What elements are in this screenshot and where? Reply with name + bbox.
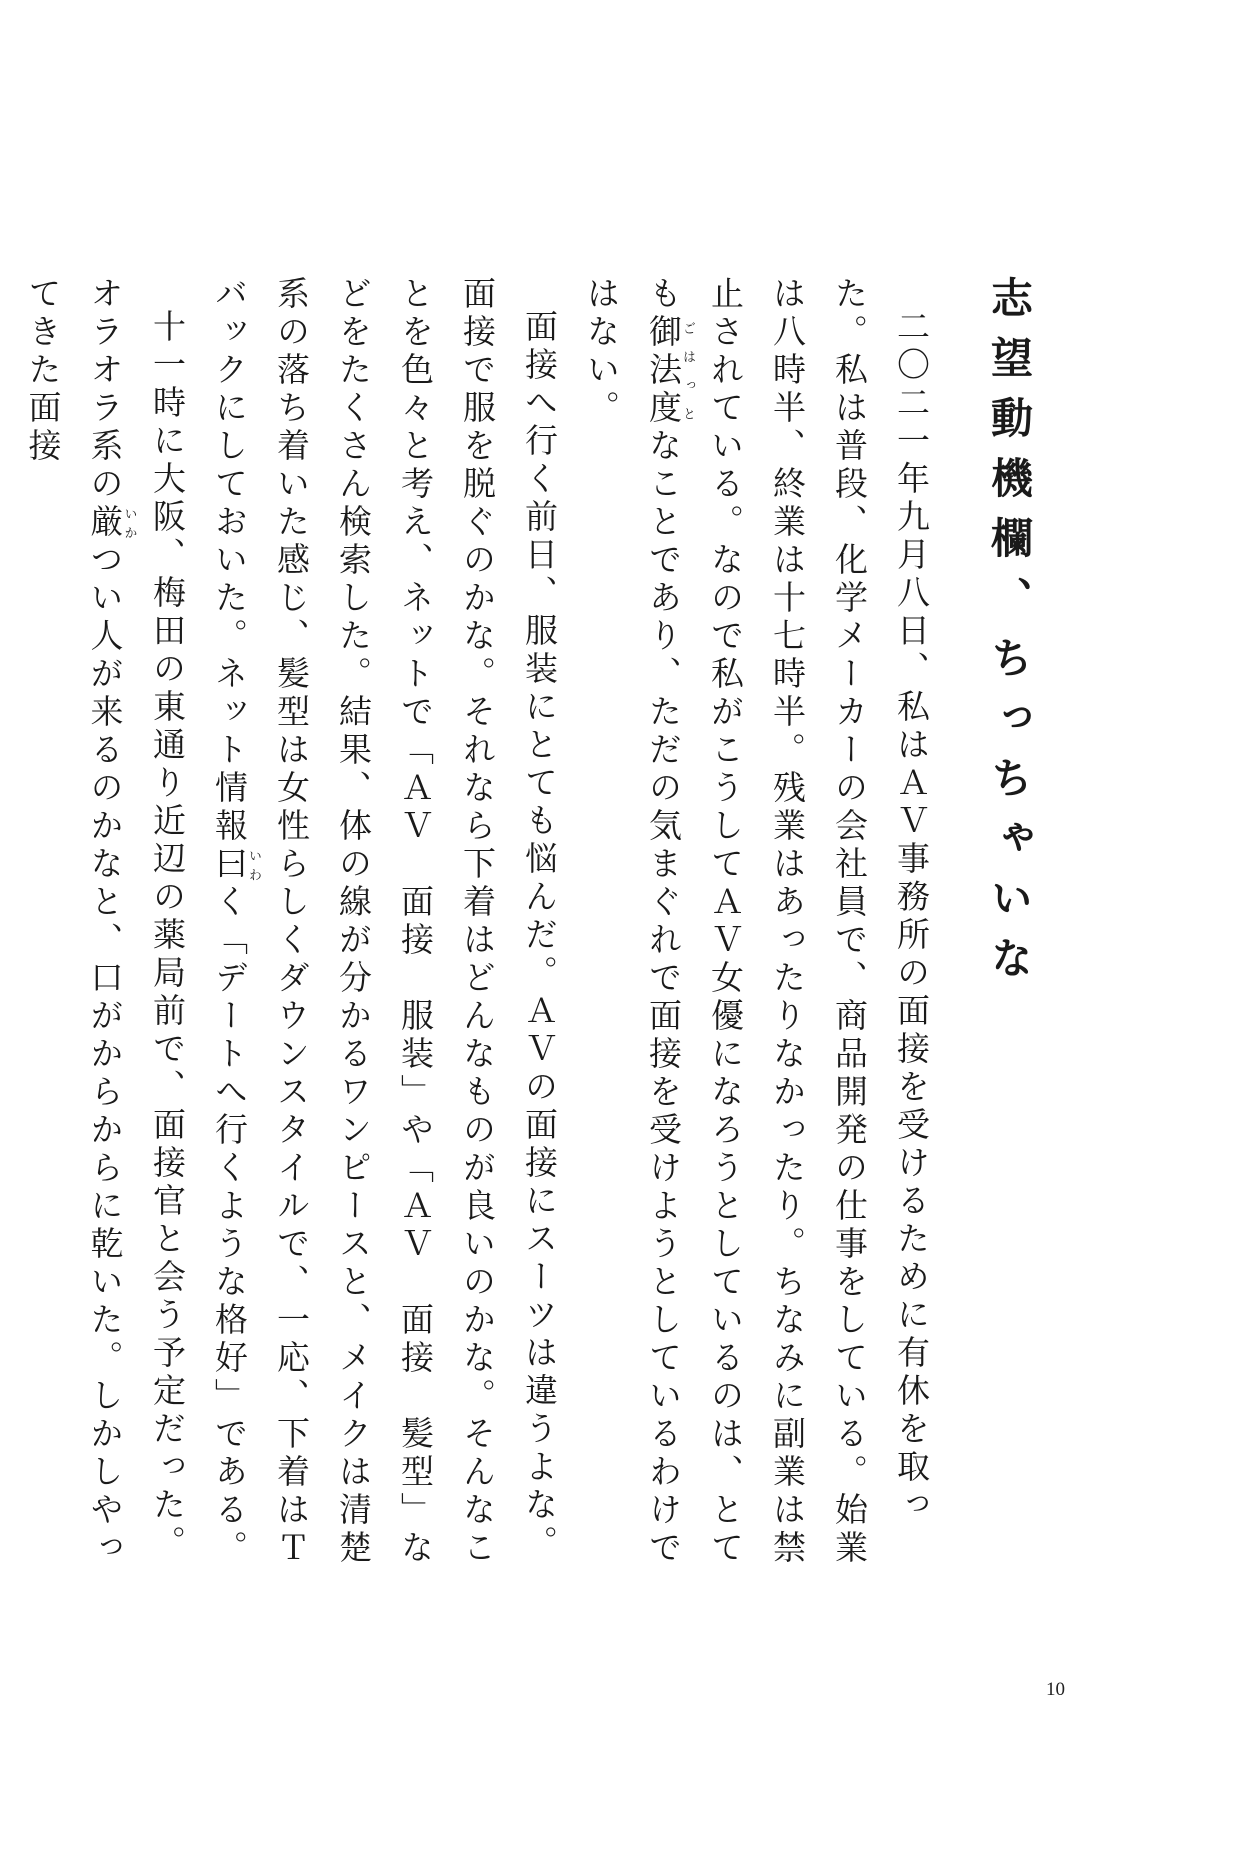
paragraph-text: つい人が来るのかなと、口がからからに乾いた。しかしやってきた面接 [23,276,125,1568]
chapter-heading: 志望動機欄、ちっちゃいな [985,276,1034,996]
ruby-gohatto: 御法度ごはっと [644,314,695,428]
paragraph-text: オラオラ系の [85,276,125,504]
paragraph-4 [12,276,137,1576]
ruby-iwa: 曰いわ [210,846,261,884]
ruby-ika: 厳いか [85,504,137,542]
page-number: 10 [1046,1679,1065,1700]
paragraph-text: 二〇二一年九月八日、私はＡＶ事務所の面接を受けるために有休を取った。私は普段、化学メーカーの会社員で、商品開発の仕事をしている。始業は八時半、終業は十七時半。残業はあったりなかったり。ちなみに副業は禁止されている。なので私がこうしてＡＶ女優になろうとしているのは、とても [644,276,931,1568]
paragraph-text: く「デートへ行くような格好」である。 [210,884,249,1568]
paragraph-text: 十一時に大阪、梅田の東通り近辺の薬局前で、面接官と会う予定だった。 [148,309,187,1563]
paragraph-1 [570,276,942,1576]
vertical-text-body [12,276,1049,1576]
paragraph-text: 面接へ行く前日、服装にとても悩んだ。ＡＶの面接にスーツは違うよな。面接で服を脱ぐのかな。それなら下着はどんなものが良いのかな。そんなことを色々と考え、ネットで「ＡＶ 面接 服装」や「ＡＶ 面接 髪型」などをたくさん検索した。結果、体の線が分かるワンピースと、メイクは清楚系の落ち着いた感じ、髪型は女性らしくダウンスタイルで、一応、下着はＴバックにしておいた。ネット情報 [210,276,559,1568]
paragraph-2 [198,276,570,1576]
paragraph-text: なことであり、ただの気まぐれで面接を受けようとしているわけではない。 [582,276,683,1568]
paragraph-3 [136,276,198,1576]
